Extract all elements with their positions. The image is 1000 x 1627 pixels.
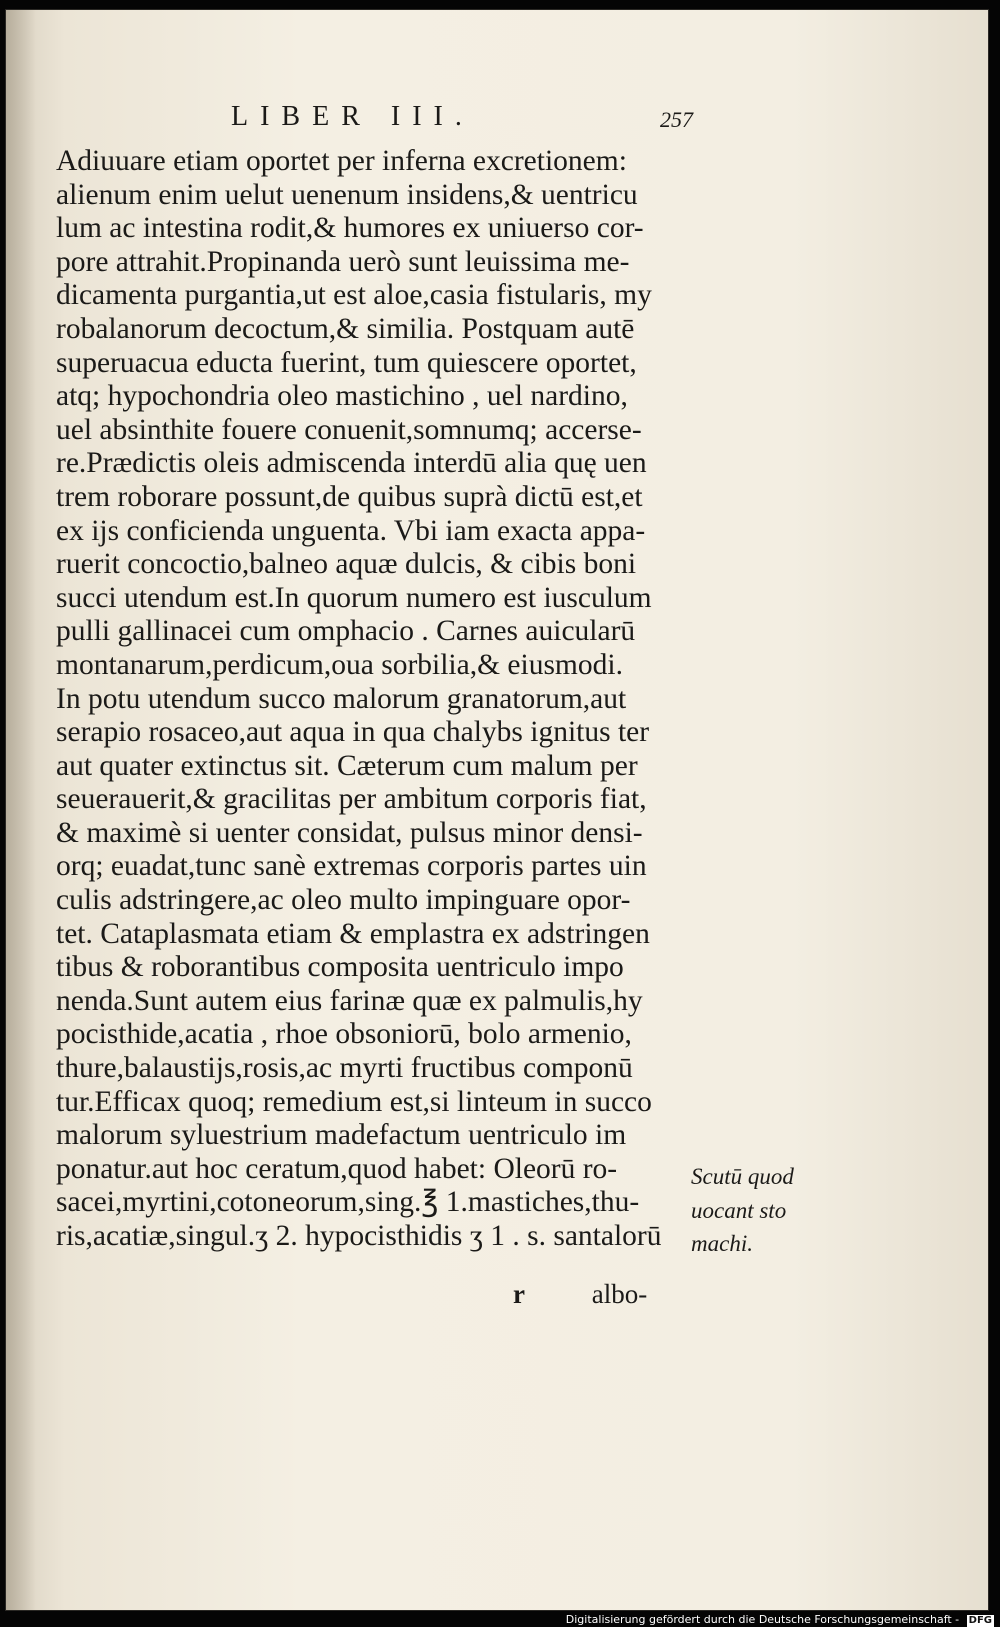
text-line: serapio rosaceo,aut aqua in qua chalybs ignitus ter [56, 716, 650, 749]
text-line: re.Prædictis oleis admiscenda interdū alia quę uen [56, 447, 647, 480]
text-line: seuerauerit,& gracilitas per ambitum corporis fiat, [56, 783, 647, 816]
text-line: alienum enim uelut uenenum insidens,& uentricu [56, 178, 638, 211]
text-line: ris,acatiæ,singul.ʒ 2. hypocisthidis ʒ 1 . s. santalorū [56, 1220, 662, 1252]
marginal-note-line: uocant sto [691, 1197, 787, 1223]
text-line: pore attrahit.Propinanda uerò sunt leuissima me- [56, 245, 630, 278]
text-line: pulli gallinacei cum omphacio . Carnes auicularū [56, 615, 636, 648]
page-gutter-shadow [6, 10, 36, 1610]
marginal-note [691, 1160, 794, 1261]
text-line: thure,balaustijs,rosis,ac myrti fructibus componū [56, 1052, 633, 1085]
catchword: albo- [591, 1279, 648, 1309]
text-line: trem roborare possunt,de quibus suprà dictū est,et [56, 480, 643, 513]
text-line: uel absinthite fouere conuenit,somnumq; accerse- [56, 413, 642, 446]
running-head: LIBER III. [231, 101, 474, 132]
text-line: succi utendum est.In quorum numero est iusculum [56, 581, 652, 614]
text-line: orq; euadat,tunc sanè extremas corporis partes uin [56, 850, 647, 883]
text-line: & maximè si uenter considat, pulsus minor densi- [56, 816, 643, 849]
dfg-logo: DFG [968, 1615, 992, 1626]
text-line: ponatur.aut hoc ceratum,quod habet: Oleorū ro- [56, 1152, 618, 1185]
page-number: 257 [660, 107, 693, 132]
digitization-credit-bar [0, 1612, 994, 1627]
text-line: culis adstringere,ac oleo multo impinguare opor- [56, 884, 631, 917]
text-line: malorum syluestrium madefactum uentriculo im [56, 1119, 627, 1152]
text-line: nenda.Sunt autem eius farinæ quæ ex palmulis,hy [56, 984, 643, 1017]
text-line: tibus & roborantibus composita uentriculo impo [56, 951, 624, 984]
book-page [6, 10, 988, 1610]
body-text [56, 145, 706, 1254]
text-line: lum ac intestina rodit,& humores ex uniuerso cor- [56, 212, 644, 245]
marginal-note-line: machi. [691, 1231, 753, 1257]
credit-text: Digitalisierung gefördert durch die Deutsche Forschungsgemeinschaft - [565, 1613, 960, 1626]
text-line: superuacua educta fuerint, tum quiescere oportet, [56, 346, 637, 379]
text-line: montanarum,perdicum,oua sorbilia,& eiusmodi. [56, 648, 623, 681]
text-line: In potu utendum succo malorum granatorum,aut [56, 682, 627, 715]
text-line: tet. Cataplasmata etiam & emplastra ex adstringen [56, 917, 650, 950]
signature-catchword-line [513, 1279, 647, 1310]
text-line: tur.Efficax quoq; remedium est,si linteum in succo [56, 1085, 652, 1118]
text-line: pocisthide,acatia , rhoe obsoniorū, bolo armenio, [56, 1018, 632, 1051]
text-line: aut quater extinctus sit. Cæterum cum malum per [56, 749, 638, 782]
marginal-note-line: Scutū quod [691, 1164, 794, 1189]
text-line: ruerit concoctio,balneo aquæ dulcis, & cibis boni [56, 548, 637, 581]
text-line: ex ijs conficienda unguenta. Vbi iam exacta appa- [56, 514, 646, 547]
text-line: Adiuuare etiam oportet per inferna excretionem: [56, 145, 627, 177]
text-line: dicamenta purgantia,ut est aloe,casia fistularis, my [56, 279, 652, 312]
text-line: sacei,myrtini,cotoneorum,sing.℥ 1.mastiches,thu- [56, 1186, 640, 1219]
text-line: robalanorum decoctum,& similia. Postquam autē [56, 312, 635, 345]
text-line: atq; hypochondria oleo mastichino , uel nardino, [56, 380, 628, 413]
signature-mark: r [513, 1279, 525, 1309]
